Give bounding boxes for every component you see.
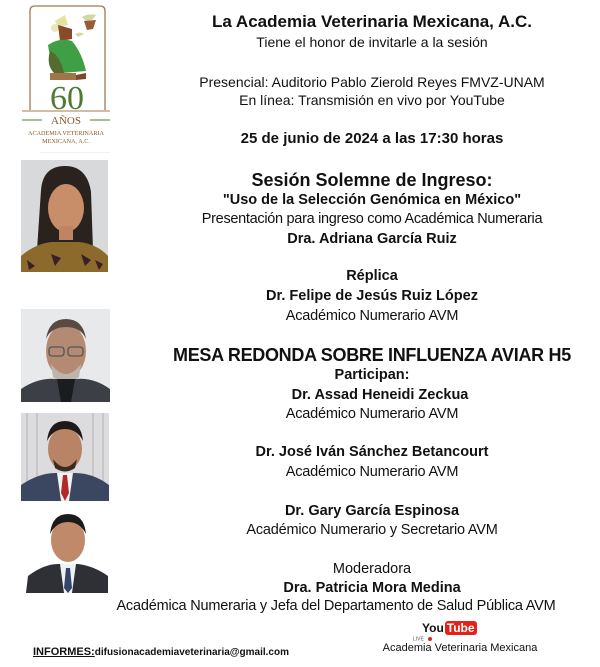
youtube-logo-icon [422, 622, 477, 634]
contact-info [33, 646, 289, 658]
session-heading: Sesión Solemne de Ingreso: [251, 170, 493, 190]
svg-text:AÑOS: AÑOS [51, 115, 81, 127]
youtube-channel-name: Academia Veterinaria Mexicana [382, 642, 538, 654]
venue-online: En línea: Transmisión en vivo por YouTube [239, 92, 505, 108]
live-dot-icon [428, 637, 432, 641]
youtube-tube-text: Tube [446, 621, 475, 635]
svg-text:60: 60 [50, 80, 84, 117]
participant-role: Académico Numerario y Secretario AVM [246, 522, 498, 538]
event-datetime: 25 de junio de 2024 a las 17:30 horas [240, 130, 504, 147]
youtube-live-badge[interactable] [380, 620, 540, 665]
reply-heading: Réplica [346, 268, 398, 284]
youtube-you-text: You [422, 621, 444, 635]
svg-text:ACADEMIA VETERINARIA: ACADEMIA VETERINARIA [27, 130, 105, 137]
contact-email-link[interactable]: difusionacademiaveterinaria@gmail.com [94, 647, 289, 658]
participant-role: Académico Numerario AVM [285, 406, 459, 422]
moderator-role: Académica Numeraria y Jefa del Departamento de Salud Pública AVM [116, 598, 556, 614]
speaker-name: Dra. Adriana García Ruiz [287, 231, 457, 247]
participant-name: Dr. Gary García Espinosa [284, 503, 460, 519]
invitation-subtitle: Tiene el honor de invitarle a la sesión [256, 34, 488, 50]
moderator-label: Moderadora [332, 561, 412, 577]
venue-in-person: Presencial: Auditorio Pablo Zierold Reyes FMVZ-UNAM [199, 74, 545, 90]
svg-text:MEXICANA, A.C.: MEXICANA, A.C. [42, 138, 90, 145]
reply-speaker-name: Dr. Felipe de Jesús Ruiz López [266, 288, 478, 304]
invitation-title: La Academia Veterinaria Mexicana, A.C. [212, 12, 532, 31]
participants-label: Participan: [334, 367, 410, 383]
moderator-name: Dra. Patricia Mora Medina [283, 580, 461, 596]
roundtable-heading: MESA REDONDA SOBRE INFLUENZA AVIAR H5 [173, 345, 571, 365]
informes-label: INFORMES: [33, 646, 95, 658]
live-label: LIVE [413, 636, 424, 643]
participant-name: Dr. Assad Heneidi Zeckua [291, 387, 469, 403]
talk-title: "Uso de la Selección Genómica en México" [222, 192, 522, 208]
reply-speaker-role: Académico Numerario AVM [285, 308, 459, 324]
participant-name: Dr. José Iván Sánchez Betancourt [255, 444, 489, 460]
participant-role: Académico Numerario AVM [285, 464, 459, 480]
talk-description: Presentación para ingreso como Académica Numeraria [201, 211, 543, 227]
